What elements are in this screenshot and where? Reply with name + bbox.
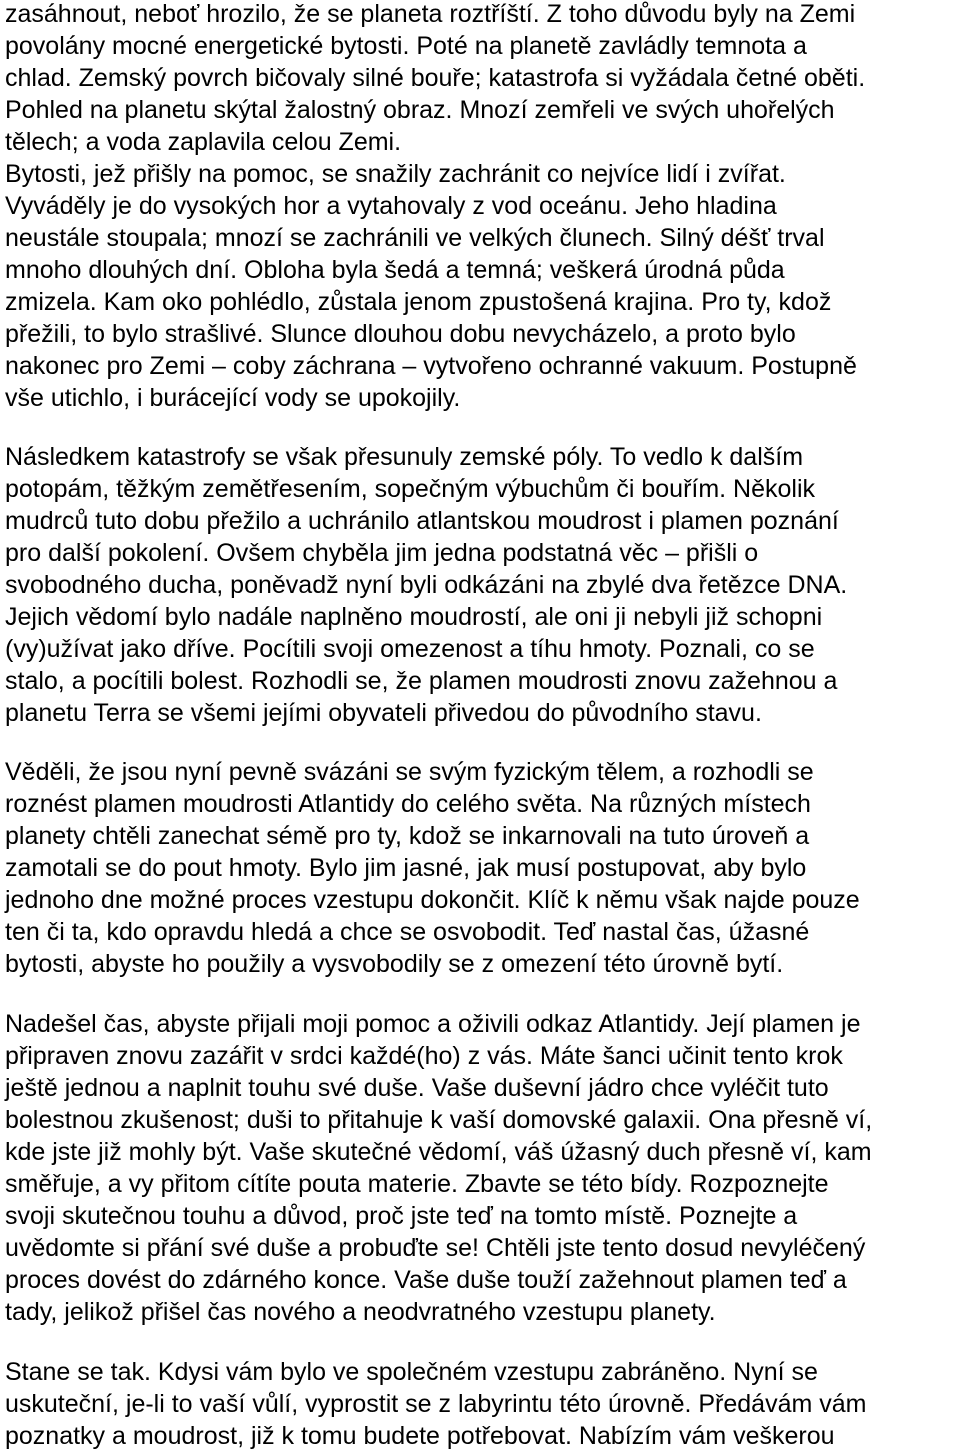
- text-line: směřuje, a vy přitom cítíte pouta materie. Zbavte se této bídy. Rozpoznejte: [5, 1170, 829, 1198]
- text-line: svoji skutečnou touhu a důvod, proč jste teď na tomto místě. Poznejte a: [5, 1202, 798, 1230]
- text-line: poznatky a moudrost, již k tomu budete potřebovat. Nabízím vám veškerou: [5, 1422, 835, 1450]
- text-line: chlad. Zemský povrch bičovaly silné bouře; katastrofa si vyžádala četné oběti.: [5, 64, 866, 92]
- text-line: uvědomte si přání své duše a probuďte se! Chtěli jste tento dosud nevyléčený: [5, 1234, 866, 1262]
- text-line: ještě jednou a naplnit touhu své duše. Vaše duševní jádro chce vyléčit tuto: [5, 1074, 829, 1102]
- text-line: stalo, a pocítili bolest. Rozhodli se, že plamen moudrosti znovu zažehnou a: [5, 667, 838, 695]
- text-line: potopám, těžkým zemětřesením, sopečným výbuchům či bouřím. Několik: [5, 475, 816, 503]
- text-line: pro další pokolení. Ovšem chyběla jim jedna podstatná věc – přišli o: [5, 539, 759, 567]
- text-line: Vyváděly je do vysokých hor a vytahovaly z vod oceánu. Jeho hladina: [5, 192, 777, 220]
- text-line: zasáhnout, neboť hrozilo, že se planeta roztříští. Z toho důvodu byly na Zemi: [5, 0, 856, 28]
- text-line: Pohled na planetu skýtal žalostný obraz. Mnozí zemřeli ve svých uhořelých: [5, 96, 835, 124]
- text-line: Jejich vědomí bylo nadále naplněno moudrostí, ale oni ji nebyli již schopni: [5, 603, 823, 631]
- text-line: Věděli, že jsou nyní pevně svázáni se svým fyzickým tělem, a rozhodli se: [5, 758, 814, 786]
- text-line: tady, jelikož přišel čas nového a neodvratného vzestupu planety.: [5, 1298, 716, 1326]
- text-line: bytosti, abyste ho použily a vysvobodily se z omezení této úrovně bytí.: [5, 950, 784, 978]
- text-line: Bytosti, jež přišly na pomoc, se snažily zachránit co nejvíce lidí i zvířat.: [5, 160, 786, 188]
- text-line: kde jste již mohly být. Vaše skutečné vědomí, váš úžasný duch přesně ví, kam: [5, 1138, 872, 1166]
- text-line: přežili, to bylo strašlivé. Slunce dlouhou dobu nevycházelo, a proto bylo: [5, 320, 796, 348]
- text-line: ten či ta, kdo opravdu hledá a chce se osvobodit. Teď nastal čas, úžasné: [5, 918, 810, 946]
- text-line: (vy)užívat jako dříve. Pocítili svoji omezenost a tíhu hmoty. Poznali, co se: [5, 635, 815, 663]
- text-line: Nadešel čas, abyste přijali moji pomoc a oživili odkaz Atlantidy. Její plamen je: [5, 1010, 861, 1038]
- text-line: mnoho dlouhých dní. Obloha byla šedá a temná; veškerá úrodná půda: [5, 256, 785, 284]
- text-line: planetu Terra se všemi jejími obyvateli přivedou do původního stavu.: [5, 699, 762, 727]
- text-line: uskuteční, je-li to vaší vůlí, vyprostit se z labyrintu této úrovně. Předávám vám: [5, 1390, 867, 1418]
- text-line: neustále stoupala; mnozí se zachránili ve velkých člunech. Silný déšť trval: [5, 224, 825, 252]
- text-line: připraven znovu zazářit v srdci každé(ho) z vás. Máte šanci učinit tento krok: [5, 1042, 843, 1070]
- text-line: planety chtěli zanechat sémě pro ty, kdož se inkarnovali na tuto úroveň a: [5, 822, 810, 850]
- text-line: tělech; a voda zaplavila celou Zemi.: [5, 128, 402, 156]
- text-line: povolány mocné energetické bytosti. Poté na planetě zavládly temnota a: [5, 32, 807, 60]
- text-line: nakonec pro Zemi – coby záchrana – vytvořeno ochranné vakuum. Postupně: [5, 352, 857, 380]
- text-line: bolestnou zkušenost; duši to přitahuje k vaší domovské galaxii. Ona přesně ví,: [5, 1106, 873, 1134]
- text-line: zamotali se do pout hmoty. Bylo jim jasné, jak musí postupovat, aby bylo: [5, 854, 807, 882]
- text-line: vše utichlo, i burácející vody se upokojily.: [5, 384, 461, 412]
- text-line: svobodného ducha, poněvadž nyní byli odkázáni na zbylé dva řetězce DNA.: [5, 571, 848, 599]
- text-line: Stane se tak. Kdysi vám bylo ve společném vzestupu zabráněno. Nyní se: [5, 1358, 818, 1386]
- text-line: zmizela. Kam oko pohlédlo, zůstala jenom zpustošená krajina. Pro ty, kdož: [5, 288, 832, 316]
- text-line: Následkem katastrofy se však přesunuly zemské póly. To vedlo k dalším: [5, 443, 804, 471]
- text-line: roznést plamen moudrosti Atlantidy do celého světa. Na různých místech: [5, 790, 811, 818]
- text-line: jednoho dne možné proces vzestupu dokončit. Klíč k němu však najde pouze: [5, 886, 860, 914]
- text-line: proces dovést do zdárného konce. Vaše duše touží zažehnout plamen teď a: [5, 1266, 847, 1294]
- text-line: mudrců tuto dobu přežilo a uchránilo atlantskou moudrost i plamen poznání: [5, 507, 839, 535]
